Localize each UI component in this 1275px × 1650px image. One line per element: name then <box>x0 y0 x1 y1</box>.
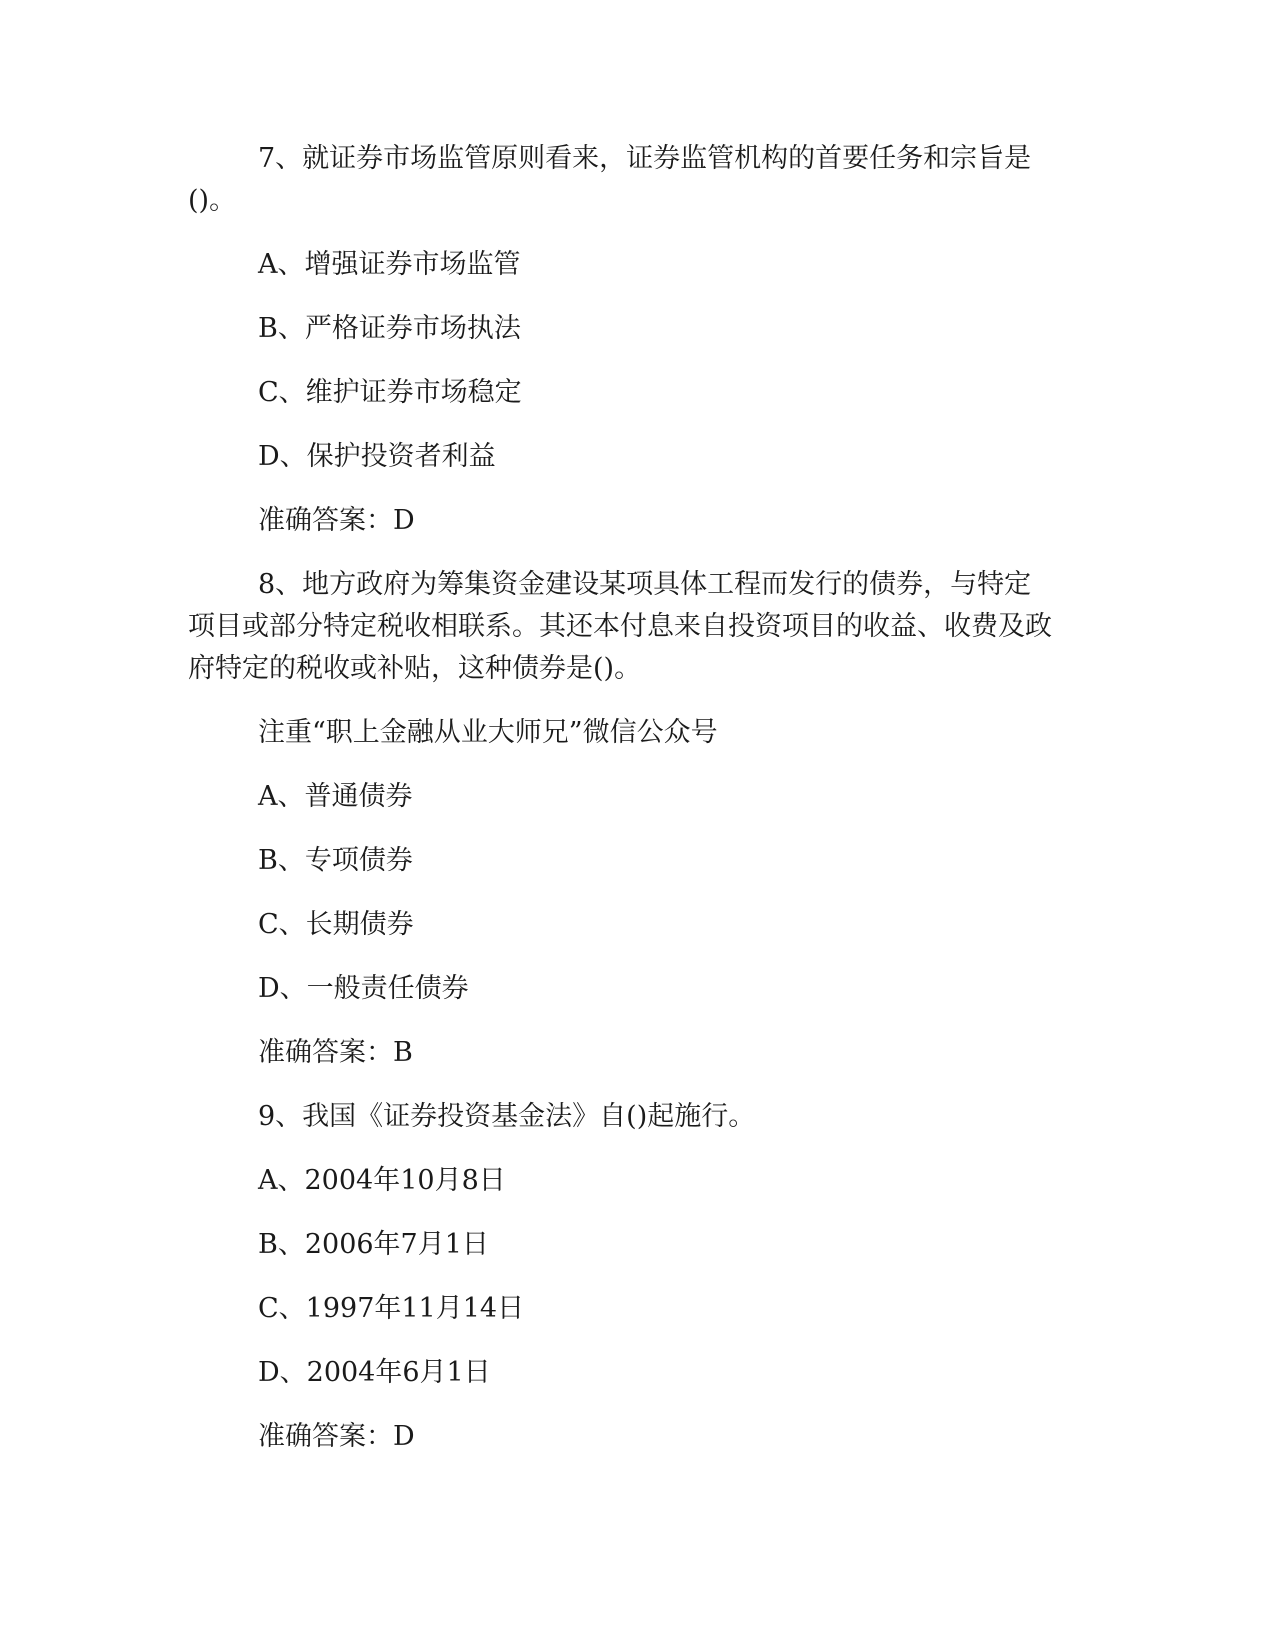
question-7-option-c: C、维护证券市场稳定 <box>258 377 522 408</box>
question-7-answer: 准确答案：D <box>258 505 415 536</box>
question-8-option-d: D、一般责任债券 <box>258 973 469 1004</box>
question-7-option-a: A、增强证券市场监管 <box>258 249 521 280</box>
question-9-answer: 准确答案：D <box>258 1421 415 1452</box>
question-8-stem: 8、地方政府为筹集资金建设某项具体工程而发行的债券，与特定项目或部分特定税收相联系。其还本付息来自投资项目的收益、收费及政府特定的税收或补贴，这种债券是()。 <box>188 569 1052 684</box>
question-8-answer: 准确答案：B <box>258 1037 413 1068</box>
question-9-option-a: A、2004年10月8日 <box>258 1165 506 1196</box>
question-8-option-a: A、普通债券 <box>258 781 413 812</box>
question-9-option-d: D、2004年6月1日 <box>258 1357 491 1388</box>
question-7-option-b: B、严格证券市场执法 <box>258 313 521 344</box>
question-7-stem: 7、就证券市场监管原则看来，证券监管机构的首要任务和宗旨是()。 <box>188 143 1032 216</box>
question-9-option-c: C、1997年11月14日 <box>258 1293 525 1324</box>
question-9-option-b: B、2006年7月1日 <box>258 1229 489 1260</box>
document-content <box>188 138 1058 1480</box>
question-8-option-b: B、专项债券 <box>258 845 413 876</box>
question-8-option-c: C、长期债券 <box>258 909 414 940</box>
question-9-stem: 9、我国《证券投资基金法》自()起施行。 <box>258 1101 756 1132</box>
question-8-note: 注重“职上金融从业大师兄”微信公众号 <box>258 717 718 748</box>
question-7-option-d: D、保护投资者利益 <box>258 441 496 472</box>
